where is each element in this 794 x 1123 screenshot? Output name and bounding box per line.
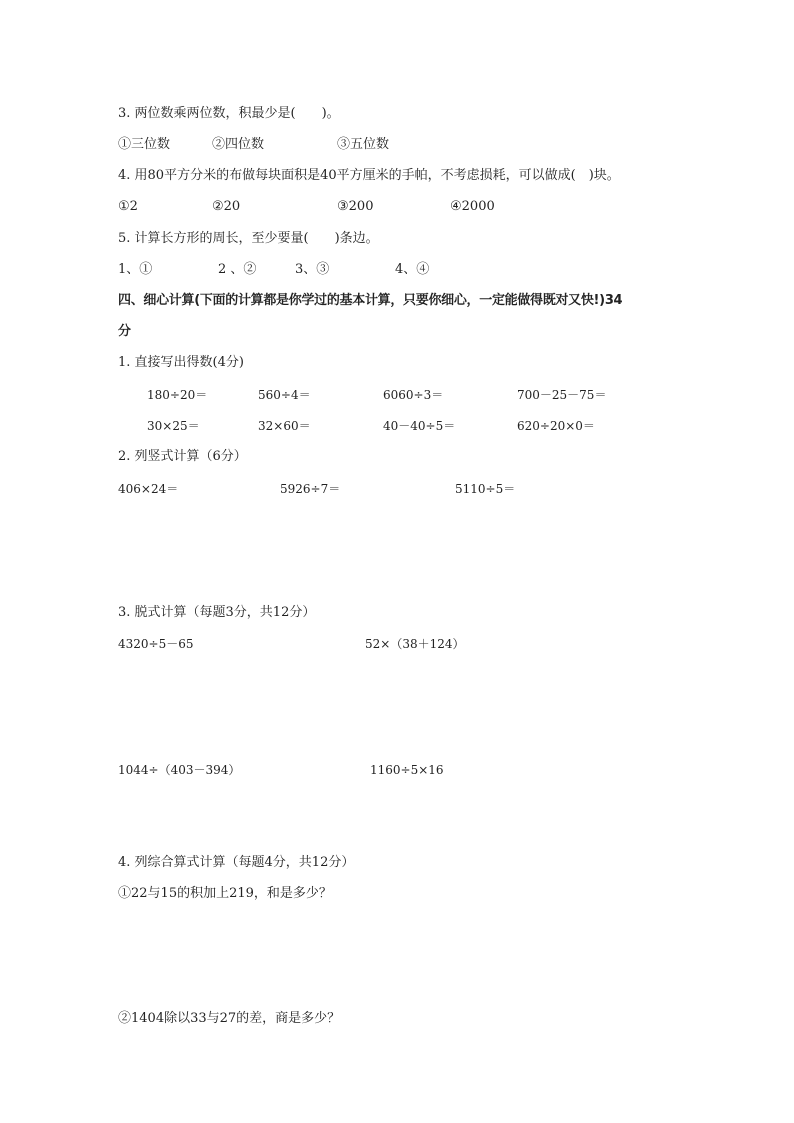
part-4-title: 4. 列综合算式计算（每题4分，共12分） xyxy=(118,855,355,870)
step-calc-2: 52×（38＋124） xyxy=(365,637,465,651)
vertical-calc-3: 5110÷5＝ xyxy=(455,482,516,496)
section-4-heading-cont: 分 xyxy=(118,324,132,339)
q5-option-1: 1、① xyxy=(118,262,153,277)
q4-option-3: ③200 xyxy=(337,199,374,214)
oral-calc-7: 40－40÷5＝ xyxy=(383,419,456,433)
oral-calc-3: 6060÷3＝ xyxy=(383,388,444,402)
part-2-title: 2. 列竖式计算（6分） xyxy=(118,449,247,464)
q5-option-4: 4、④ xyxy=(395,262,430,277)
vertical-calc-2: 5926÷7＝ xyxy=(280,482,341,496)
oral-calc-4: 700－25－75＝ xyxy=(517,388,607,402)
oral-calc-6: 32×60＝ xyxy=(258,419,311,433)
word-problem-1: ①22与15的积加上219，和是多少？ xyxy=(118,886,332,901)
question-3-stem: 3. 两位数乘两位数，积最少是( )。 xyxy=(118,106,340,121)
q3-option-2: ②四位数 xyxy=(212,137,265,152)
section-4-heading: 四、细心计算(下面的计算都是你学过的基本计算，只要你细心，一定能做得既对又快!)34 xyxy=(118,293,623,308)
vertical-calc-1: 406×24＝ xyxy=(118,482,179,496)
part-1-title: 1. 直接写出得数(4分) xyxy=(118,355,244,370)
oral-calc-8: 620÷20×0＝ xyxy=(517,419,595,433)
step-calc-3: 1044÷（403－394） xyxy=(118,763,241,777)
word-problem-2: ②1404除以33与27的差，商是多少？ xyxy=(118,1011,341,1026)
q4-option-2: ②20 xyxy=(212,199,241,214)
question-4-stem: 4. 用80平方分米的布做每块面积是40平方厘米的手帕，不考虑损耗，可以做成( )块。 xyxy=(118,168,620,183)
oral-calc-2: 560÷4＝ xyxy=(258,388,311,402)
oral-calc-5: 30×25＝ xyxy=(147,419,200,433)
q3-option-1: ①三位数 xyxy=(118,137,171,152)
part-3-title: 3. 脱式计算（每题3分，共12分） xyxy=(118,605,316,620)
step-calc-4: 1160÷5×16 xyxy=(370,763,444,777)
q4-option-4: ④2000 xyxy=(450,199,495,214)
oral-calc-1: 180÷20＝ xyxy=(147,388,208,402)
q5-option-3: 3、③ xyxy=(295,262,330,277)
q5-option-2: 2 、② xyxy=(218,262,257,277)
q3-option-3: ③五位数 xyxy=(337,137,390,152)
q4-option-1: ①2 xyxy=(118,199,138,214)
question-5-stem: 5. 计算长方形的周长，至少要量( )条边。 xyxy=(118,231,379,246)
step-calc-1: 4320÷5－65 xyxy=(118,637,194,651)
